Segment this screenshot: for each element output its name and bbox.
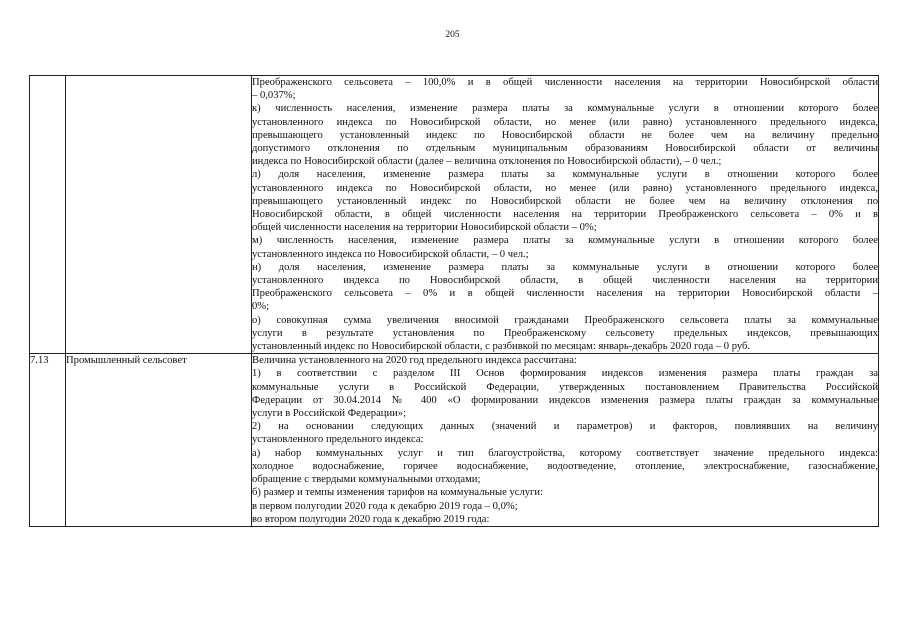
municipality-name-cell: Промышленный сельсовет	[66, 354, 252, 527]
text-line: Новосибирской области, в общей численности населения на территории Преображенского сельсовета – 0% и в	[252, 209, 878, 221]
text-line: допустимого отклонения по отдельным муниципальным образованиям Новосибирской области от величины	[252, 143, 878, 155]
description-cell	[252, 76, 879, 354]
text-line: н) доля населения, изменение размера платы за коммунальные услуги в отношении которого более	[252, 261, 878, 273]
text-line: холодное водоснабжение, горячее водоснабжение, водоотведение, отопление, электроснабжение, газоснабжение,	[252, 460, 878, 472]
text-line: обращение с твердыми коммунальными отходами;	[252, 474, 481, 486]
description-cell	[252, 354, 879, 527]
text-line: Федерации от 30.04.2014 № 400 «О формировании индексов изменения размера платы граждан за коммунальные	[252, 394, 878, 406]
page-number: 205	[445, 30, 460, 40]
text-line: Преображенского сельсовета – 100,0% и в общей численности населения на территории Новосибирской области	[252, 77, 878, 88]
text-line: – 0,037%;	[252, 90, 296, 102]
row-number-cell	[30, 76, 66, 354]
text-line: Преображенского сельсовета – 0% и в общей численности населения на территории Новосибирской области –	[252, 288, 878, 300]
text-line: услуги в Российской Федерации»;	[252, 408, 407, 420]
text-line: индекса по Новосибирской области (далее – величина отклонения по Новосибирской области), – 0 чел.;	[252, 156, 722, 168]
text-line: установленного предельного индекса:	[252, 434, 424, 446]
text-line: услуги в результате установления по Преображенскому сельсовету предельных индексов, превышающих	[252, 327, 878, 339]
text-line: 2) на основании следующих данных (значений и параметров) и факторов, повлиявших на величину	[252, 421, 878, 433]
text-line: во втором полугодии 2020 года к декабрю 2019 года:	[252, 513, 490, 525]
text-line: установленный индекс по Новосибирской области, с разбивкой по месяцам: январь-декабрь 2020 года – 0 руб.	[252, 341, 751, 353]
text-line: Величина установленного на 2020 год предельного индекса рассчитана:	[252, 355, 577, 367]
row-number-cell: 7.13	[30, 354, 66, 527]
text-line: установленного индекса по Новосибирской области, – 0 чел.;	[252, 248, 529, 260]
text-line: превышающего установленный индекс по Новосибирской области не более чем на величину отклонения по	[252, 195, 878, 207]
text-line: б) размер и темпы изменения тарифов на коммунальные услуги:	[252, 487, 544, 499]
table-row	[30, 354, 879, 527]
text-line: к) численность населения, изменение размера платы за коммунальные услуги в отношении которого более	[252, 103, 878, 115]
table-row	[30, 76, 879, 354]
text-line: а) набор коммунальных услуг и тип благоустройства, которому соответствует значение предельного индекса:	[252, 447, 878, 459]
text-line: установленного индекса по Новосибирской области, в общей численности населения на территории	[252, 275, 878, 287]
text-line: 0%;	[252, 301, 270, 313]
document-table	[29, 75, 879, 527]
text-line: 1) в соответствии с разделом III Основ формирования индексов изменения размера платы граждан за	[252, 368, 878, 380]
text-line: установленного индекса по Новосибирской области, но менее (или равно) установленного предельного индекса,	[252, 182, 878, 194]
text-line: установленного индекса по Новосибирской области, но менее (или равно) установленного предельного индекса,	[252, 116, 878, 128]
text-line: коммунальные услуги в Российской Федерации, утвержденных постановлением Правительства Российской	[252, 381, 878, 393]
text-line: м) численность населения, изменение размера платы за коммунальные услуги в отношении которого более	[252, 235, 878, 247]
municipality-name-cell	[66, 76, 252, 354]
text-line: превышающего установленный индекс по Новосибирской области не более чем на величину предельно	[252, 129, 878, 141]
text-line: в первом полугодии 2020 года к декабрю 2019 года – 0,0%;	[252, 500, 518, 512]
text-line: о) совокупная сумма увеличения вносимой гражданами Преображенского сельсовета платы за коммунальные	[252, 314, 878, 326]
text-line: л) доля населения, изменение размера платы за коммунальные услуги в отношении которого более	[252, 169, 878, 181]
text-line: общей численности населения на территории Новосибирской области – 0%;	[252, 222, 597, 234]
